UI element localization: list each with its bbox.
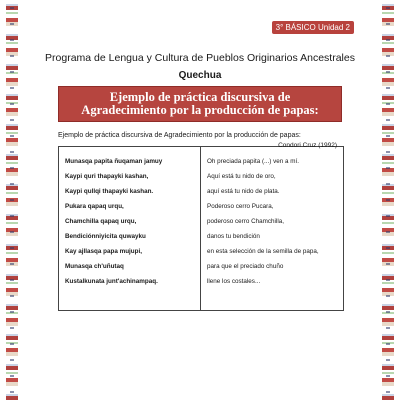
column-divider bbox=[200, 147, 201, 310]
quechua-line: Chamchilla qapaq urqu, bbox=[65, 218, 137, 225]
quechua-line: Kaypi qullqi thapayki kashan. bbox=[65, 188, 154, 195]
banner-title: Ejemplo de práctica discursiva de Agradecimiento por la producción de papas: bbox=[81, 89, 319, 117]
quechua-line: Bendiciónniyicita quwayku bbox=[65, 233, 146, 240]
quechua-line: Munasqa ch'uñutaq bbox=[65, 263, 124, 270]
quechua-line: Kay ajllasqa papa mujupi, bbox=[65, 248, 142, 255]
section-banner bbox=[58, 86, 342, 122]
spanish-line: Aquí está tu nido de oro, bbox=[207, 173, 276, 180]
spanish-line: Oh preciada papita (...) ven a mí. bbox=[207, 158, 300, 165]
spanish-line: llene los costales... bbox=[207, 278, 261, 285]
unit-badge: 3° BÁSICO Unidad 2 bbox=[272, 21, 354, 34]
program-title: Programa de Lengua y Cultura de Pueblos Originarios Ancestrales bbox=[45, 52, 355, 64]
spanish-line: aquí está tu nido de plata. bbox=[207, 188, 280, 195]
spanish-line: danos tu bendición bbox=[207, 233, 260, 240]
quechua-line: Pukara qapaq urqu, bbox=[65, 203, 124, 210]
language-title: Quechua bbox=[178, 70, 222, 81]
quechua-line: Munasqa papita ñuqaman jamuy bbox=[65, 158, 163, 165]
spanish-line: para que el preciado chuño bbox=[207, 263, 284, 270]
intro-text: Ejemplo de práctica discursiva de Agradecimiento por la producción de papas: bbox=[58, 132, 301, 139]
citation: Condori Cruz (1992) bbox=[278, 142, 337, 149]
bilingual-text-table bbox=[58, 142, 344, 311]
spanish-line: Poderoso cerro Pucara, bbox=[207, 203, 274, 210]
quechua-line: Kustalkunata junt'achinampaq. bbox=[65, 278, 158, 285]
spanish-line: poderoso cerro Chamchilla, bbox=[207, 218, 284, 225]
spanish-line: en esta selección de la semilla de papa, bbox=[207, 248, 319, 255]
quechua-line: Kaypi quri thapayki kashan, bbox=[65, 173, 149, 180]
